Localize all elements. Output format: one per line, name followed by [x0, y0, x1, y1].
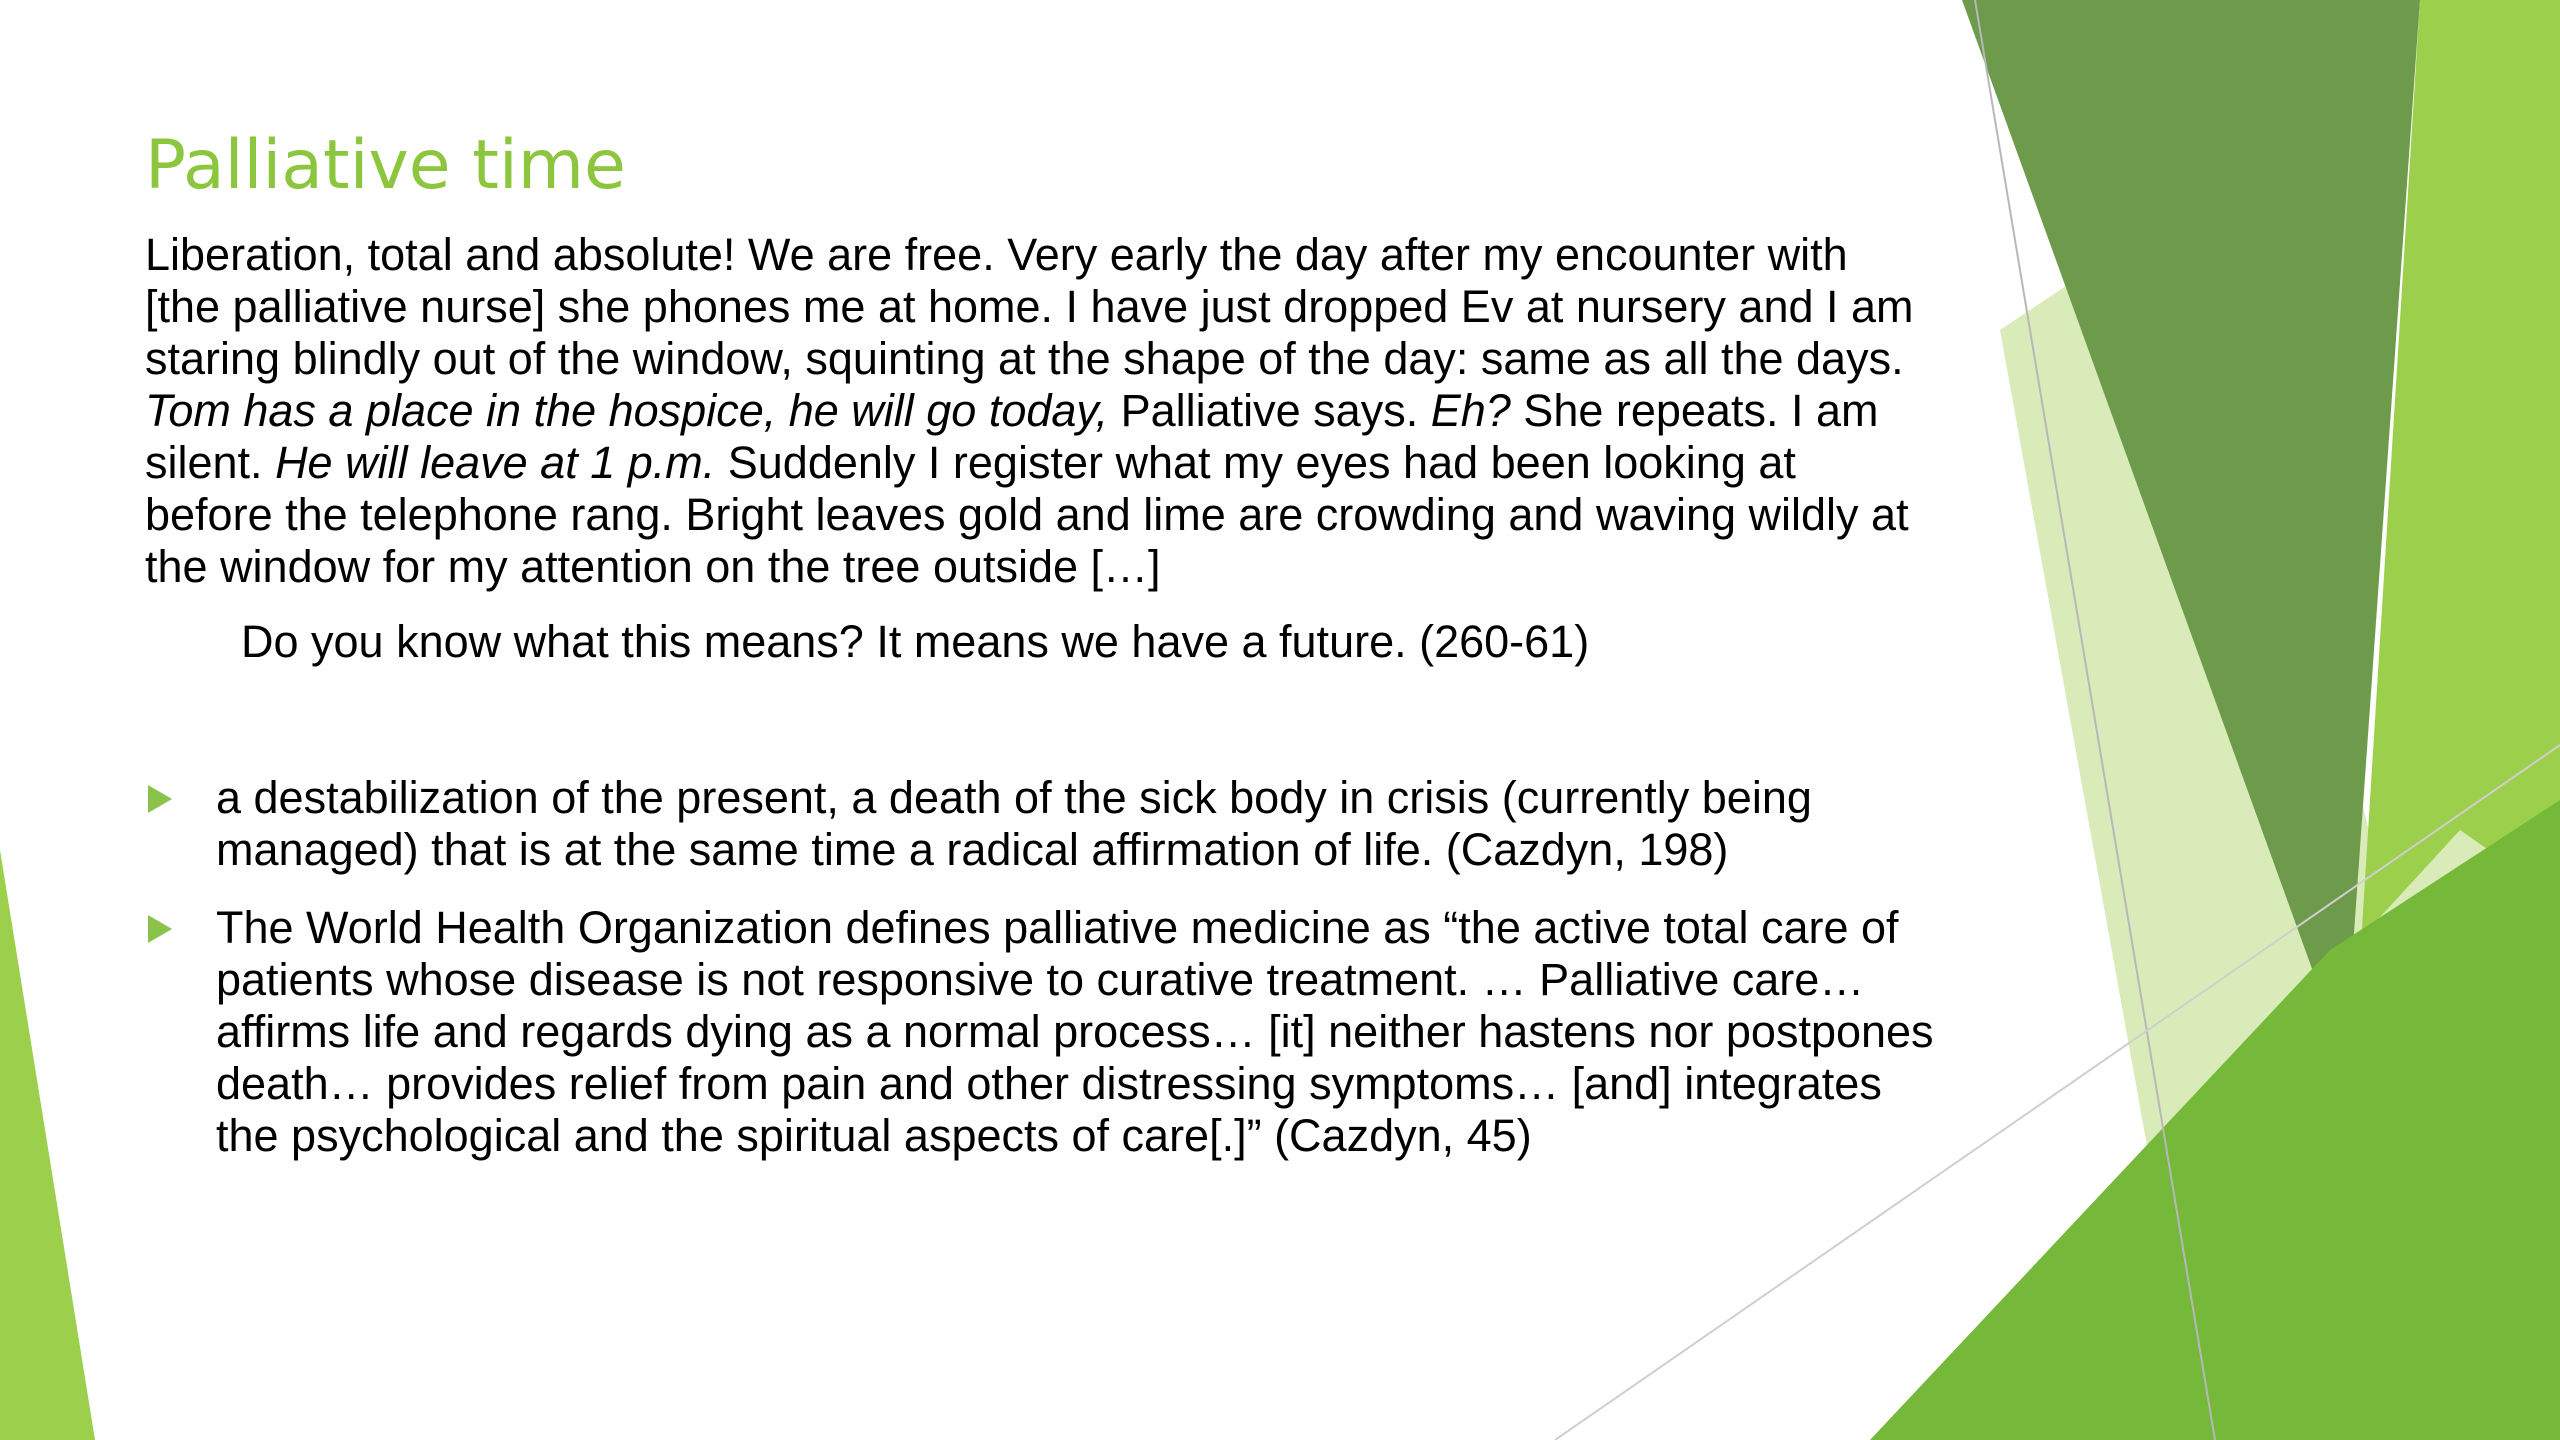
left-green-sliver	[0, 850, 95, 1440]
quote-text: Suddenly I register what my eyes had been looking at before the telephone rang. Bright leaves gold and lime are crowding and waving wildly at the window for my attention on the tree outside […]	[145, 437, 1909, 592]
slide-content	[145, 120, 1935, 1188]
bullet-item	[145, 902, 1935, 1162]
quote-italic-text: Eh?	[1430, 385, 1511, 436]
quote-italic-text: He will leave at 1 p.m.	[275, 437, 716, 488]
quote-text: She repeats. I am silent.	[145, 385, 1879, 488]
triangle-bullet-icon	[148, 785, 172, 813]
bullet-text: a destabilization of the present, a death of the sick body in crisis (currently being managed) that is at the same time a radical affirmation of life. (Cazdyn, 198)	[216, 772, 1812, 875]
quote-italic-text: Tom has a place in the hospice, he will go today,	[145, 385, 1109, 436]
quote-followup: Do you know what this means? It means we have a future. (260-61)	[241, 616, 1590, 667]
bullet-item	[145, 772, 1935, 876]
quote-text: Liberation, total and absolute! We are free. Very early the day after my encounter with [the palliative nurse] she phones me at home. I have just dropped Ev at nursery and I am staring blindly out of the window, squinting at the shape of the day: same as all the days.	[145, 229, 1914, 384]
slide-title: Palliative time	[145, 126, 626, 205]
memoir-quote	[145, 229, 1935, 593]
bullet-text: The World Health Organization defines palliative medicine as “the active total care of patients whose disease is not responsive to curative treatment. … Palliative care… affirms life and regards dying as a normal process… [it] neither hastens nor postpones death… provides relief from pain and other distressing symptoms… [and] integrates the psychological and the spiritual aspects of care[.]” (Cazdyn, 45)	[216, 902, 1934, 1161]
triangle-bullet-icon	[148, 915, 172, 943]
bullet-list	[145, 772, 1935, 1162]
quote-text: Palliative says.	[1108, 385, 1431, 436]
